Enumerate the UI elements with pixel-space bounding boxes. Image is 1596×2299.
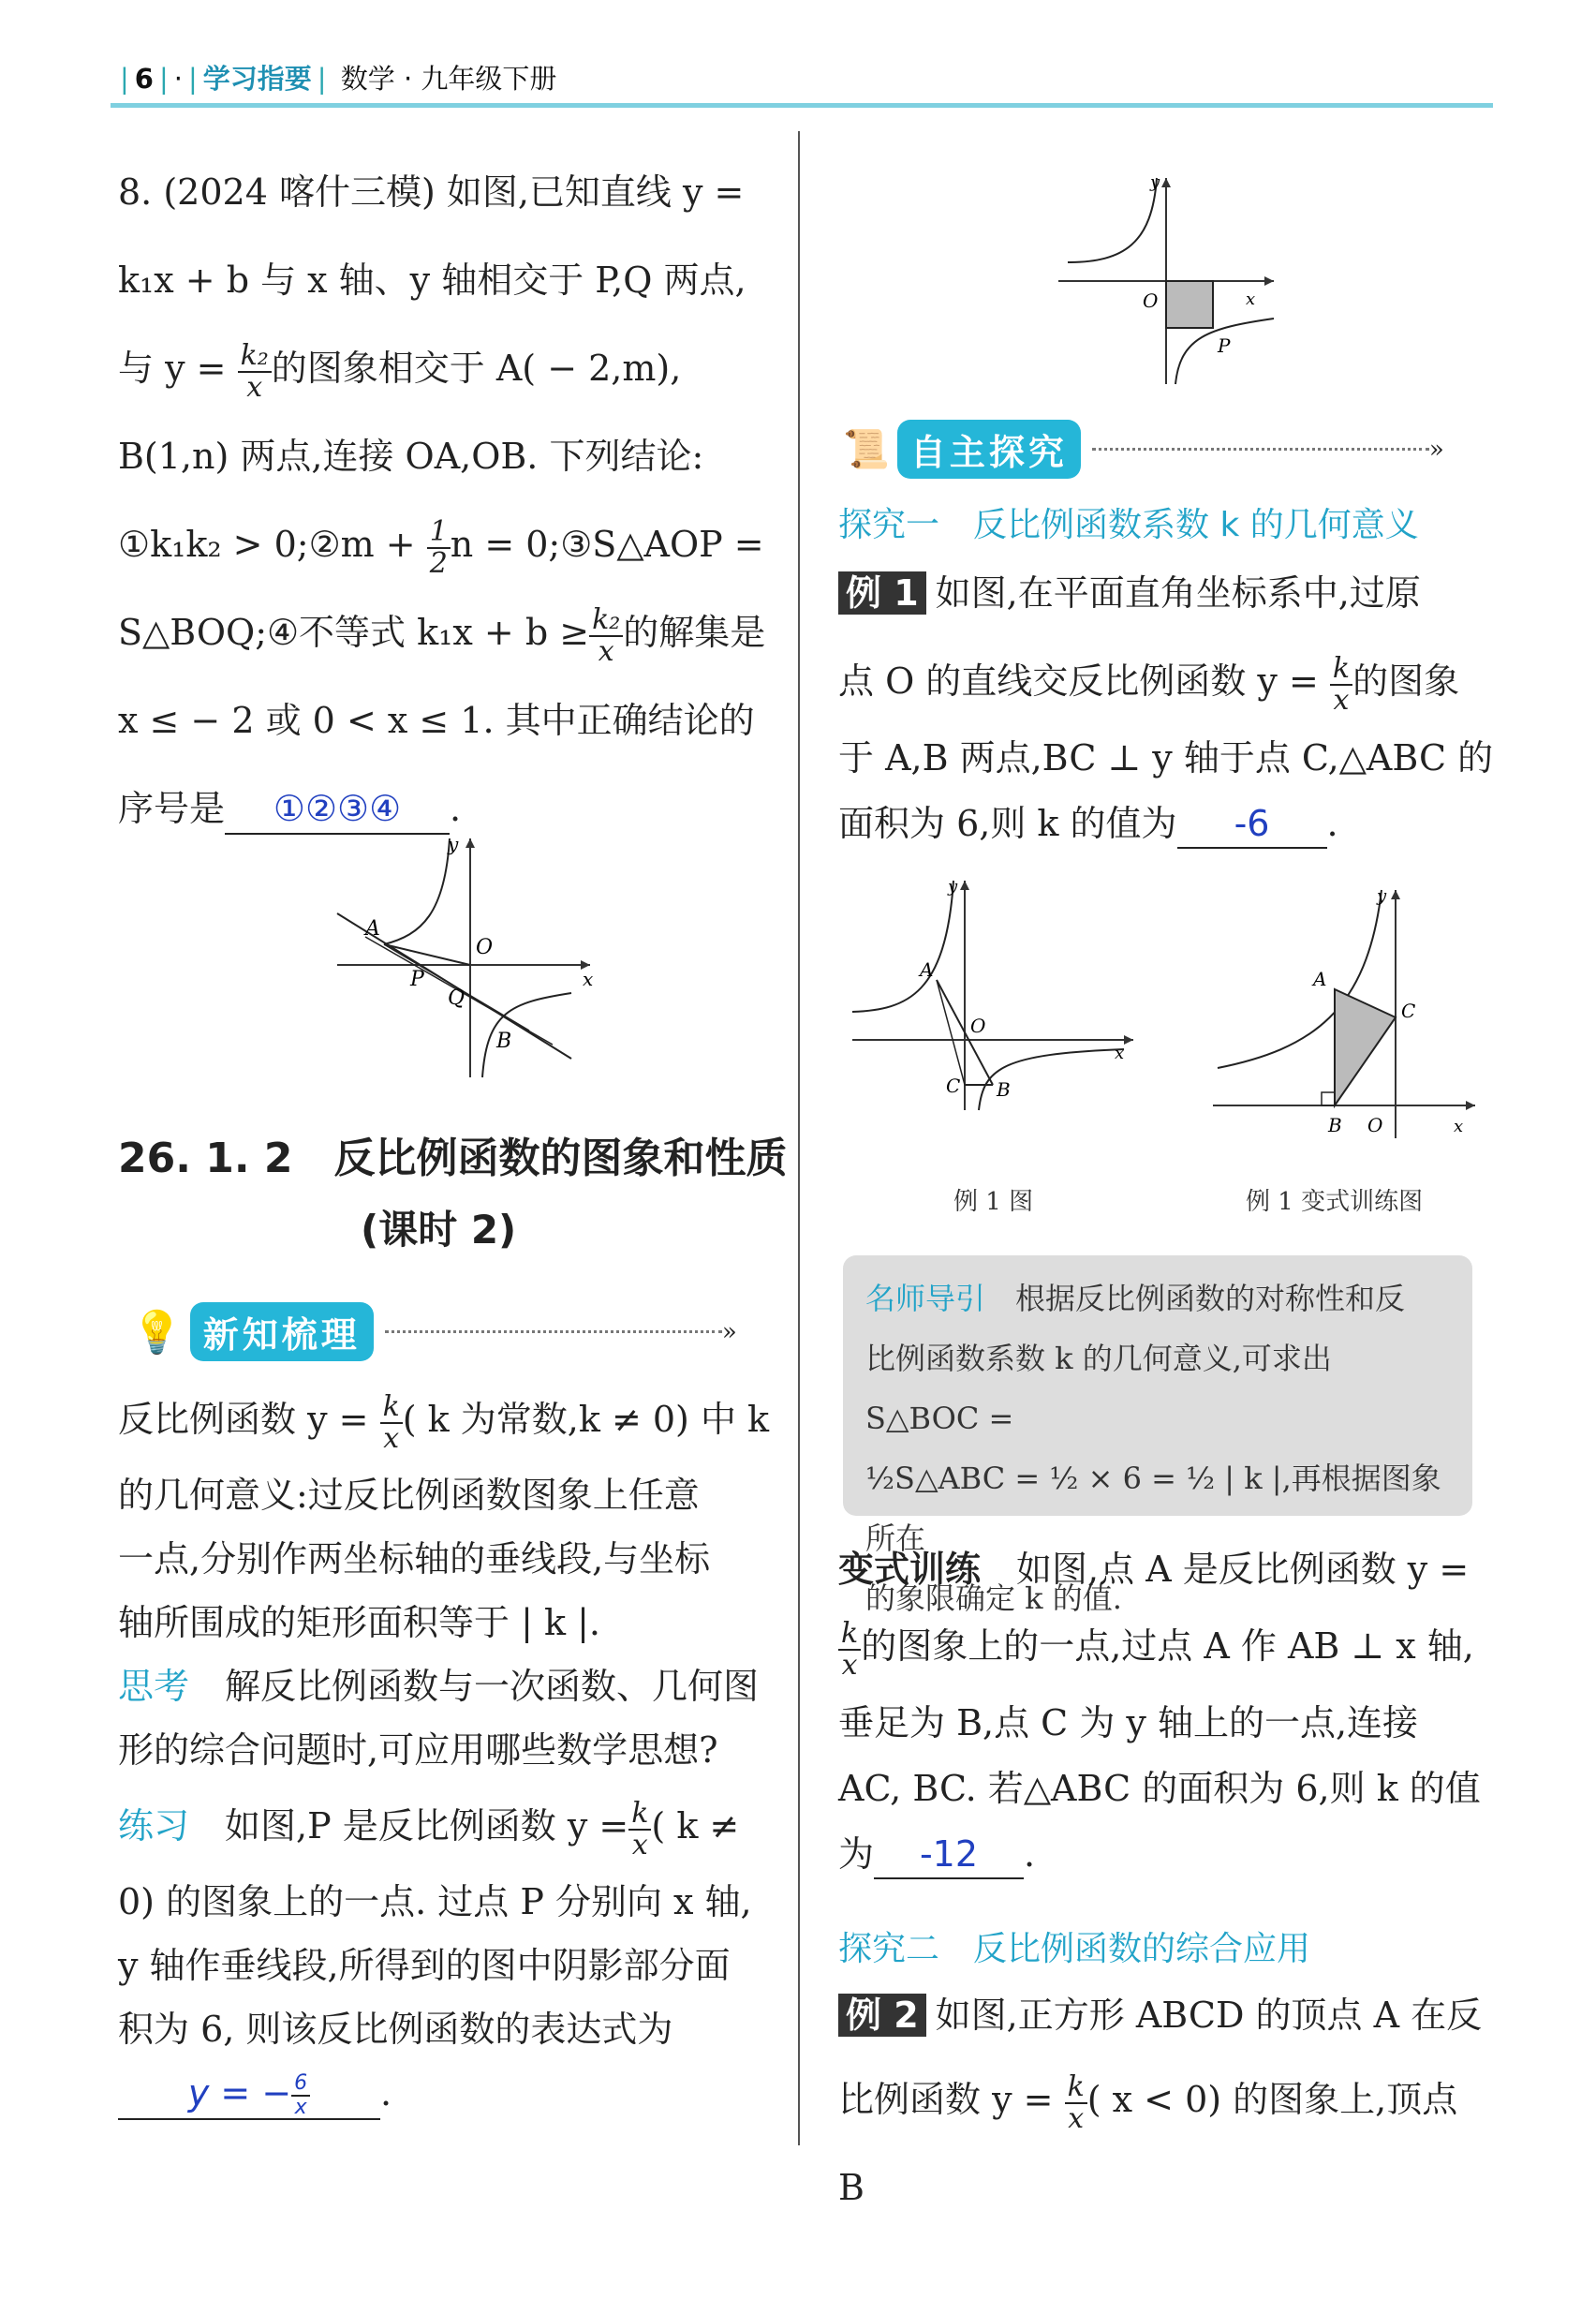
figex1-x: x <box>1115 1044 1125 1063</box>
banner-dots-2 <box>1092 448 1429 451</box>
ex2-line2: 比例函数 y = $\frac{k}{x}$ ( x < 0) 的图象上,顶点 B <box>838 2070 1458 2208</box>
guide-line4: 的象限确定 k 的值. <box>865 1580 1122 1616</box>
guide-line1: 名师导引 根据反比例函数的对称性和反 <box>865 1281 1406 1316</box>
banner-dots <box>385 1330 722 1333</box>
example-1-tag: 例 1 <box>838 571 926 615</box>
q8-answer: ①②③④ <box>225 784 450 835</box>
q8-line3: 与 y = $\frac{\text{k₂}}{x}$ 的图象相交于 A( − 2,m), <box>118 339 682 404</box>
fraction-k-x-5: $\frac{k}{x}$ <box>1065 2072 1087 2133</box>
section-subtitle: (课时 2) <box>361 1207 517 1253</box>
newknow-body <box>118 1375 783 2125</box>
figex1-A: A <box>920 958 934 981</box>
brand-name: 学习指要 <box>202 63 312 95</box>
example-1 <box>838 549 1494 856</box>
var-line4: AC, BC. 若△ABC 的面积为 6,则 k 的值 <box>838 1768 1481 1809</box>
fraction-k2-x-2: $\frac{\text{k₂}}{x}$ <box>589 605 623 666</box>
q8-line6: S△BOQ;④不等式 k₁x + b ≥ $\frac{\text{k₂}}{x}$ 的解集是 <box>118 603 766 668</box>
q8-line7: x ≤ − 2 或 0 < x ≤ 1. 其中正确结论的 <box>118 700 755 741</box>
example-2-tag: 例 2 <box>838 1994 926 2037</box>
header-sep: · <box>173 63 183 95</box>
practice-figure <box>1049 169 1293 393</box>
fraction-k-x-3: $\frac{k}{x}$ <box>1330 654 1352 715</box>
explore-2-title: 探究二 反比例函数的综合应用 <box>838 1930 1311 1968</box>
guide-label: 名师导引 <box>865 1281 986 1316</box>
nk-line3: 一点,分别作两坐标轴的垂线段,与坐标 <box>118 1538 711 1580</box>
ex1-line2: 点 O 的直线交反比例函数 y = $\frac{k}{x}$ 的图象 <box>838 652 1460 717</box>
think-line1: 思考 解反比例函数与一次函数、几何图 <box>118 1666 760 1707</box>
explore-label: 自主探究 <box>897 420 1081 479</box>
figex1v-y: y <box>1377 886 1387 906</box>
nk-line2: 的几何意义:过反比例函数图象上任意 <box>118 1475 700 1516</box>
figex1v-A: A <box>1313 968 1327 990</box>
explore-banner <box>843 420 1444 479</box>
example-1-variant-figure <box>1208 881 1480 1143</box>
q8-line8: 序号是 ①②③④ . <box>118 764 774 853</box>
prac-line3: y 轴作垂线段,所得到的图中阴影部分面 <box>118 1945 731 1986</box>
figtop-y: y <box>1150 172 1160 192</box>
fig8-A: A <box>365 917 380 941</box>
fig8-y: y <box>448 833 459 855</box>
column-divider <box>798 131 800 2145</box>
figex1v-x: x <box>1454 1117 1464 1136</box>
var-line2: $\frac{k}{x}$ 的图象上的一点,过点 A 作 AB ⊥ x 轴, <box>838 1602 1494 1690</box>
caption-ex1: 例 1 图 <box>953 1188 1034 1216</box>
explore-1-title: 探究一 反比例函数系数 k 的几何意义 <box>838 506 1419 544</box>
fraction-k-x-4: $\frac{k}{x}$ <box>838 1619 861 1680</box>
figtop-P: P <box>1218 334 1231 357</box>
nk-line4: 轴所围成的矩形面积等于 | k |. <box>118 1602 600 1643</box>
chevron-icon-2: » <box>1428 435 1444 464</box>
practice-answer: y = − $\frac{6}{x}$ <box>118 2069 380 2120</box>
fig8-B: B <box>496 1030 512 1053</box>
example-1-figure <box>843 871 1143 1115</box>
variant-label: 变式训练 <box>838 1549 982 1590</box>
question-8 <box>118 148 774 853</box>
figtop-O: O <box>1143 289 1159 312</box>
fig8-P: P <box>410 968 424 991</box>
variant-answer: -12 <box>874 1831 1024 1879</box>
figtop-x: x <box>1246 289 1256 309</box>
page-number: 6 <box>134 63 154 95</box>
q8-line2: k₁x + b 与 x 轴、y 轴相交于 P,Q 两点, <box>118 260 746 301</box>
header-rule <box>111 103 1493 108</box>
scroll-icon: 📜 <box>843 428 890 471</box>
variant-training <box>838 1536 1494 1887</box>
figex1v-C: C <box>1401 1000 1416 1022</box>
var-line5: 为 -12 . <box>838 1821 1494 1887</box>
fraction-half: $\frac{1}{2}$ <box>427 517 451 578</box>
guide-line3: ½S△ABC = ½ × 6 = ½ | k |,再根据图象所在 <box>865 1461 1441 1556</box>
example-1-answer: -6 <box>1177 800 1327 849</box>
fraction-k2-x: $\frac{\text{k₂}}{x}$ <box>238 341 272 402</box>
prac-answer-line: y = − $\frac{6}{x}$ . <box>118 2061 783 2125</box>
figex1-C: C <box>946 1075 961 1097</box>
fig8-x: x <box>583 968 594 990</box>
figex1-B: B <box>997 1078 1011 1101</box>
newknow-label: 新知梳理 <box>190 1302 374 1361</box>
fraction-k-x-2: $\frac{k}{x}$ <box>628 1799 651 1860</box>
page-header: | 6 | · | 学习指要 | 数学 · 九年级下册 <box>120 63 557 95</box>
fraction-k-x: $\frac{k}{x}$ <box>380 1392 403 1453</box>
subject-title: 数学 · 九年级下册 <box>340 63 557 95</box>
var-line1: 变式训练 如图,点 A 是反比例函数 y = <box>838 1549 1470 1590</box>
ex1-line3: 于 A,B 两点,BC ⊥ y 轴于点 C,△ABC 的 <box>838 737 1494 779</box>
chevron-icon: » <box>721 1317 737 1346</box>
think-label: 思考 <box>118 1666 190 1707</box>
fig8-Q: Q <box>448 986 466 1010</box>
prac-line4: 积为 6, 则该反比例函数的表达式为 <box>118 2009 673 2050</box>
figex1-O: O <box>970 1015 986 1037</box>
newknow-banner <box>131 1302 737 1361</box>
think-line2: 形的综合问题时,可应用哪些数学思想? <box>118 1729 718 1771</box>
q8-line1: 8. (2024 喀什三模) 如图,已知直线 y = <box>118 171 745 213</box>
ex1-line4: 面积为 6,则 k 的值为 -6 . <box>838 791 1494 856</box>
guide-line2: 比例函数系数 k 的几何意义,可求出 S△BOC = <box>865 1341 1332 1436</box>
q8-line4: B(1,n) 两点,连接 OA,OB. 下列结论: <box>118 436 704 477</box>
figex1v-B: B <box>1328 1114 1342 1136</box>
nk-line1: 反比例函数 y = $\frac{k}{x}$ ( k 为常数,k ≠ 0) 中 k <box>118 1390 770 1455</box>
ex2-line1: 例 2 如图,正方形 ABCD 的顶点 A 在反 <box>838 1975 1494 2055</box>
figex1-y: y <box>948 877 958 897</box>
example-2 <box>838 1975 1494 2232</box>
prac-line1: 练习 如图,P 是反比例函数 y = $\frac{k}{x}$ ( k ≠ <box>118 1797 740 1861</box>
caption-ex1-variant: 例 1 变式训练图 <box>1246 1188 1424 1216</box>
bulb-icon: 💡 <box>131 1308 183 1357</box>
figex1v-O: O <box>1367 1114 1383 1136</box>
ex1-line1: 例 1 如图,在平面直角坐标系中,过原 <box>838 549 1494 637</box>
q8-line5: ①k₁k₂ > 0;②m + $\frac{1}{2}$ n = 0;③S△AOP = <box>118 515 764 580</box>
fig8-O: O <box>476 936 494 959</box>
q8-figure <box>328 824 609 1087</box>
practice-label: 练习 <box>118 1805 190 1847</box>
prac-line2: 0) 的图象上的一点. 过点 P 分别向 x 轴, <box>118 1881 752 1922</box>
var-line3: 垂足为 B,点 C 为 y 轴上的一点,连接 <box>838 1702 1419 1743</box>
section-title: 26. 1. 2 反比例函数的图象和性质 <box>118 1135 788 1182</box>
